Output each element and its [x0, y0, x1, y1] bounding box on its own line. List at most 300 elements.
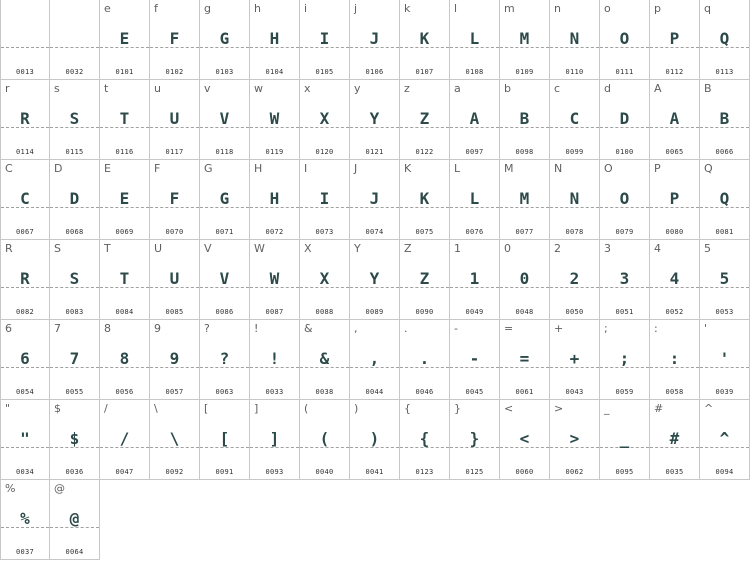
- glyph-cell[interactable]: [0, 160, 50, 240]
- key-label: E: [104, 162, 111, 175]
- char-code: 0083: [65, 308, 84, 316]
- key-label: \: [154, 402, 158, 415]
- char-code: 0055: [65, 388, 84, 396]
- key-label: P: [654, 162, 661, 175]
- char-code: 0121: [365, 148, 384, 156]
- key-label: Y: [354, 242, 361, 255]
- glyph-cell[interactable]: [100, 80, 150, 160]
- glyph-cell[interactable]: [50, 0, 100, 80]
- glyph-cell[interactable]: [450, 240, 500, 320]
- char-code: 0039: [715, 388, 734, 396]
- glyph-preview: A: [469, 109, 480, 128]
- key-label: 4: [654, 242, 661, 255]
- glyph-cell[interactable]: [150, 0, 200, 80]
- glyph-cell[interactable]: [450, 0, 500, 80]
- key-label: @: [54, 482, 65, 495]
- glyph-preview: P: [669, 29, 680, 48]
- glyph-cell[interactable]: [400, 320, 450, 400]
- char-code: 0067: [15, 228, 35, 236]
- glyph-preview: O: [619, 189, 630, 208]
- char-code: 0116: [115, 148, 134, 156]
- char-code: 0078: [565, 228, 584, 236]
- glyph-cell[interactable]: [250, 80, 300, 160]
- char-code: 0082: [15, 308, 35, 316]
- key-label: $: [54, 402, 61, 415]
- key-label: B: [704, 82, 712, 95]
- glyph-cell[interactable]: [250, 320, 300, 400]
- char-code: 0070: [165, 228, 184, 236]
- glyph-cell[interactable]: [350, 0, 400, 80]
- key-label: H: [254, 162, 263, 175]
- key-label: ^: [704, 402, 714, 415]
- char-code: 0059: [615, 388, 634, 396]
- glyph-preview: #: [669, 429, 680, 448]
- glyph-cell[interactable]: [500, 320, 550, 400]
- glyph-cell[interactable]: [50, 320, 100, 400]
- char-code: 0112: [665, 68, 684, 76]
- char-code: 0076: [465, 228, 484, 236]
- key-label: y: [354, 82, 361, 95]
- glyph-cell[interactable]: [300, 240, 350, 320]
- glyph-preview: @: [69, 509, 80, 528]
- glyph-cell[interactable]: [250, 240, 300, 320]
- key-label: g: [204, 2, 211, 15]
- char-code: 0058: [665, 388, 684, 396]
- glyph-preview: Z: [419, 109, 430, 128]
- glyph-preview: I: [319, 189, 330, 208]
- glyph-preview: G: [219, 29, 230, 48]
- glyph-preview: 2: [569, 269, 580, 288]
- char-code: 0106: [365, 68, 384, 76]
- glyph-preview: ': [719, 349, 730, 368]
- glyph-preview: ,: [369, 349, 380, 368]
- char-code: 0090: [415, 308, 434, 316]
- key-label: Z: [404, 242, 412, 255]
- key-label: I: [304, 162, 308, 175]
- glyph-preview: Z: [419, 269, 430, 288]
- glyph-cell[interactable]: [100, 160, 150, 240]
- key-label: q: [704, 2, 711, 15]
- glyph-preview: 1: [469, 269, 480, 288]
- glyph-preview: 9: [169, 349, 180, 368]
- char-code: 0033: [265, 388, 284, 396]
- glyph-cell[interactable]: [700, 240, 750, 320]
- glyph-cell[interactable]: [0, 320, 50, 400]
- glyph-cell[interactable]: [600, 240, 650, 320]
- glyph-cell[interactable]: [700, 80, 750, 160]
- char-code: 0049: [465, 308, 484, 316]
- glyph-cell[interactable]: [650, 0, 700, 80]
- glyph-cell[interactable]: [650, 160, 700, 240]
- char-code: 0092: [165, 468, 184, 476]
- key-label: e: [104, 2, 111, 15]
- glyph-cell[interactable]: [100, 240, 150, 320]
- glyph-preview: F: [169, 189, 180, 208]
- glyph-preview: %: [20, 509, 30, 528]
- baseline-guide: [50, 47, 99, 48]
- glyph-preview: D: [69, 189, 80, 208]
- glyph-cell[interactable]: [0, 0, 50, 80]
- glyph-preview: -: [469, 349, 480, 368]
- key-label: a: [454, 82, 461, 95]
- glyph-preview: T: [119, 109, 130, 128]
- key-label: 2: [554, 242, 561, 255]
- char-code: 0107: [415, 68, 434, 76]
- glyph-cell[interactable]: [200, 400, 250, 480]
- key-label: l: [454, 2, 458, 15]
- key-label: m: [504, 2, 515, 15]
- glyph-preview: !: [269, 349, 280, 368]
- key-label: 9: [154, 322, 161, 335]
- glyph-cell[interactable]: [650, 80, 700, 160]
- key-label: z: [404, 82, 410, 95]
- glyph-cell[interactable]: [500, 0, 550, 80]
- key-label: ;: [604, 322, 608, 335]
- char-code: 0044: [365, 388, 384, 396]
- char-code: 0072: [265, 228, 284, 236]
- glyph-cell[interactable]: [200, 80, 250, 160]
- char-code: 0110: [565, 68, 584, 76]
- key-label: D: [54, 162, 63, 175]
- glyph-preview: J: [369, 29, 380, 48]
- key-label: L: [454, 162, 461, 175]
- char-code: 0051: [615, 308, 634, 316]
- glyph-cell[interactable]: [550, 0, 600, 80]
- key-label: #: [654, 402, 664, 415]
- char-code: 0100: [615, 148, 634, 156]
- glyph-cell[interactable]: [700, 160, 750, 240]
- char-code: 0120: [315, 148, 334, 156]
- key-label: N: [554, 162, 563, 175]
- char-code: 0065: [665, 148, 684, 156]
- char-code: 0079: [615, 228, 634, 236]
- glyph-preview: I: [319, 29, 330, 48]
- key-label: ": [5, 402, 11, 415]
- glyph-cell[interactable]: [450, 400, 500, 480]
- glyph-preview: +: [569, 349, 580, 368]
- glyph-preview: }: [469, 429, 480, 448]
- glyph-cell[interactable]: [300, 320, 350, 400]
- glyph-preview: 4: [669, 269, 680, 288]
- glyph-cell[interactable]: [700, 320, 750, 400]
- key-label: 5: [704, 242, 711, 255]
- glyph-preview: O: [619, 29, 630, 48]
- glyph-cell[interactable]: [600, 0, 650, 80]
- key-label: d: [604, 82, 611, 95]
- char-code: 0075: [415, 228, 434, 236]
- glyph-cell[interactable]: [500, 240, 550, 320]
- key-label: Q: [704, 162, 713, 175]
- glyph-cell[interactable]: [450, 160, 500, 240]
- glyph-preview: :: [669, 349, 680, 368]
- char-code: 0052: [665, 308, 684, 316]
- glyph-preview: >: [569, 429, 580, 448]
- glyph-preview: A: [669, 109, 680, 128]
- key-label: =: [504, 322, 514, 335]
- key-label: C: [5, 162, 13, 175]
- key-label: ): [354, 402, 359, 415]
- glyph-cell[interactable]: [50, 160, 100, 240]
- char-code: 0073: [315, 228, 334, 236]
- glyph-preview: U: [169, 109, 180, 128]
- key-label: K: [404, 162, 412, 175]
- char-code: 0061: [515, 388, 534, 396]
- glyph-cell[interactable]: [450, 80, 500, 160]
- key-label: 6: [5, 322, 12, 335]
- glyph-preview: H: [269, 29, 280, 48]
- glyph-cell[interactable]: [0, 240, 50, 320]
- char-code: 0104: [265, 68, 284, 76]
- glyph-cell[interactable]: [300, 80, 350, 160]
- key-label: u: [154, 82, 161, 95]
- char-code: 0038: [315, 388, 334, 396]
- key-label: !: [254, 322, 259, 335]
- char-code: 0114: [15, 148, 35, 156]
- glyph-cell[interactable]: [700, 400, 750, 480]
- glyph-cell[interactable]: [300, 400, 350, 480]
- glyph-preview: B: [719, 109, 730, 128]
- key-label: O: [604, 162, 613, 175]
- glyph-cell[interactable]: [450, 320, 500, 400]
- key-label: p: [654, 2, 661, 15]
- glyph-cell[interactable]: [650, 240, 700, 320]
- key-label: 8: [104, 322, 111, 335]
- key-label: J: [354, 162, 358, 175]
- key-label: ,: [354, 322, 358, 335]
- char-code: 0043: [565, 388, 584, 396]
- glyph-cell[interactable]: [550, 240, 600, 320]
- glyph-cell[interactable]: [500, 400, 550, 480]
- key-label: >: [554, 402, 564, 415]
- glyph-cell[interactable]: [400, 400, 450, 480]
- glyph-preview: K: [419, 189, 430, 208]
- key-label: s: [54, 82, 60, 95]
- glyph-preview: L: [469, 189, 480, 208]
- char-code: 0068: [65, 228, 84, 236]
- glyph-preview: S: [69, 109, 80, 128]
- char-code: 0054: [15, 388, 35, 396]
- char-code: 0037: [15, 548, 35, 556]
- glyph-preview: X: [319, 109, 330, 128]
- glyph-cell[interactable]: [350, 80, 400, 160]
- glyph-cell[interactable]: [400, 240, 450, 320]
- glyph-cell[interactable]: [350, 400, 400, 480]
- glyph-cell[interactable]: [500, 80, 550, 160]
- char-code: 0060: [515, 468, 534, 476]
- key-label: ?: [204, 322, 210, 335]
- glyph-cell[interactable]: [250, 160, 300, 240]
- key-label: R: [5, 242, 13, 255]
- glyph-preview: 7: [69, 349, 80, 368]
- glyph-preview: C: [569, 109, 580, 128]
- glyph-cell[interactable]: [650, 320, 700, 400]
- glyph-cell[interactable]: [0, 80, 50, 160]
- key-label: U: [154, 242, 163, 255]
- baseline-guide: [1, 47, 49, 48]
- glyph-preview: V: [219, 269, 230, 288]
- key-label: x: [304, 82, 311, 95]
- glyph-cell[interactable]: [100, 400, 150, 480]
- glyph-preview: W: [269, 109, 280, 128]
- char-code: 0118: [215, 148, 234, 156]
- key-label: 0: [504, 242, 511, 255]
- key-label: _: [604, 402, 610, 415]
- glyph-preview: M: [519, 29, 530, 48]
- char-code: 0057: [165, 388, 184, 396]
- char-code: 0041: [365, 468, 384, 476]
- key-label: :: [654, 322, 658, 335]
- glyph-cell[interactable]: [600, 160, 650, 240]
- glyph-cell[interactable]: [550, 320, 600, 400]
- glyph-cell[interactable]: [100, 320, 150, 400]
- glyph-cell[interactable]: [0, 480, 50, 560]
- key-label: n: [554, 2, 561, 15]
- glyph-cell[interactable]: [50, 80, 100, 160]
- key-label: V: [204, 242, 212, 255]
- glyph-preview: P: [669, 189, 680, 208]
- glyph-cell[interactable]: [200, 320, 250, 400]
- glyph-cell[interactable]: [300, 0, 350, 80]
- key-label: c: [554, 82, 561, 95]
- glyph-preview: Q: [719, 29, 730, 48]
- key-label: f: [154, 2, 158, 15]
- glyph-cell[interactable]: [400, 80, 450, 160]
- glyph-cell[interactable]: [0, 400, 50, 480]
- key-label: &: [304, 322, 313, 335]
- char-code: 0045: [465, 388, 484, 396]
- key-label: +: [554, 322, 564, 335]
- char-code: 0097: [465, 148, 484, 156]
- glyph-cell[interactable]: [50, 480, 100, 560]
- glyph-preview: K: [419, 29, 430, 48]
- glyph-cell[interactable]: [200, 240, 250, 320]
- glyph-cell[interactable]: [650, 400, 700, 480]
- char-code: 0095: [615, 468, 634, 476]
- char-code: 0035: [665, 468, 684, 476]
- glyph-cell[interactable]: [350, 240, 400, 320]
- glyph-cell[interactable]: [600, 80, 650, 160]
- glyph-preview: H: [269, 189, 280, 208]
- glyph-cell[interactable]: [150, 80, 200, 160]
- glyph-cell[interactable]: [700, 0, 750, 80]
- key-label: i: [304, 2, 308, 15]
- glyph-cell[interactable]: [150, 400, 200, 480]
- char-code: 0094: [715, 468, 734, 476]
- char-code: 0087: [265, 308, 284, 316]
- key-label: (: [304, 402, 309, 415]
- glyph-preview: Q: [719, 189, 730, 208]
- char-code: 0056: [115, 388, 134, 396]
- glyph-cell[interactable]: [300, 160, 350, 240]
- glyph-cell[interactable]: [250, 0, 300, 80]
- glyph-preview: ;: [619, 349, 630, 368]
- char-code: 0093: [265, 468, 284, 476]
- char-code: 0108: [465, 68, 484, 76]
- glyph-preview: 5: [719, 269, 730, 288]
- glyph-preview: =: [519, 349, 530, 368]
- glyph-preview: _: [619, 429, 630, 448]
- glyph-preview: ": [20, 429, 30, 448]
- glyph-cell[interactable]: [550, 80, 600, 160]
- glyph-cell[interactable]: [200, 0, 250, 80]
- glyph-cell[interactable]: [550, 400, 600, 480]
- char-code: 0069: [115, 228, 134, 236]
- char-code: 0099: [565, 148, 584, 156]
- glyph-preview: Y: [369, 109, 380, 128]
- glyph-preview: V: [219, 109, 230, 128]
- key-label: {: [404, 402, 411, 415]
- glyph-preview: /: [119, 429, 130, 448]
- glyph-preview: ): [369, 429, 380, 448]
- glyph-preview: E: [119, 29, 130, 48]
- glyph-cell[interactable]: [100, 0, 150, 80]
- glyph-cell[interactable]: [250, 400, 300, 480]
- glyph-preview: F: [169, 29, 180, 48]
- glyph-cell[interactable]: [150, 320, 200, 400]
- char-code: 0103: [215, 68, 234, 76]
- glyph-cell[interactable]: [350, 160, 400, 240]
- key-label: t: [104, 82, 109, 95]
- glyph-preview: J: [369, 189, 380, 208]
- glyph-cell[interactable]: [200, 160, 250, 240]
- glyph-preview: N: [569, 29, 580, 48]
- char-code: 0084: [115, 308, 134, 316]
- char-code: 0125: [465, 468, 484, 476]
- key-label: T: [104, 242, 111, 255]
- glyph-cell[interactable]: [50, 240, 100, 320]
- glyph-preview: E: [119, 189, 130, 208]
- glyph-preview: W: [269, 269, 280, 288]
- char-code: 0034: [15, 468, 35, 476]
- glyph-cell[interactable]: [550, 160, 600, 240]
- glyph-preview: L: [469, 29, 480, 48]
- key-label: ': [704, 322, 708, 335]
- key-label: %: [5, 482, 16, 495]
- glyph-cell[interactable]: [600, 400, 650, 480]
- char-code: 0074: [365, 228, 384, 236]
- glyph-preview: U: [169, 269, 180, 288]
- glyph-cell[interactable]: [150, 240, 200, 320]
- glyph-cell[interactable]: [500, 160, 550, 240]
- char-code: 0113: [715, 68, 734, 76]
- glyph-preview: G: [219, 189, 230, 208]
- glyph-cell[interactable]: [400, 160, 450, 240]
- glyph-cell[interactable]: [400, 0, 450, 80]
- char-code: 0111: [615, 68, 634, 76]
- glyph-preview: R: [20, 269, 30, 288]
- key-label: r: [5, 82, 10, 95]
- char-code: 0119: [265, 148, 284, 156]
- char-code: 0046: [415, 388, 434, 396]
- glyph-cell[interactable]: [150, 160, 200, 240]
- glyph-preview: B: [519, 109, 530, 128]
- char-code: 0122: [415, 148, 434, 156]
- char-code: 0089: [365, 308, 384, 316]
- glyph-cell[interactable]: [600, 320, 650, 400]
- glyph-cell[interactable]: [50, 400, 100, 480]
- glyph-preview: C: [20, 189, 30, 208]
- glyph-preview: <: [519, 429, 530, 448]
- char-code: 0123: [415, 468, 434, 476]
- key-label: 3: [604, 242, 611, 255]
- key-label: [: [204, 402, 209, 415]
- key-label: /: [104, 402, 108, 415]
- key-label: j: [354, 2, 358, 15]
- glyph-preview: Y: [369, 269, 380, 288]
- glyph-cell[interactable]: [350, 320, 400, 400]
- glyph-preview: ]: [269, 429, 280, 448]
- char-code: 0085: [165, 308, 184, 316]
